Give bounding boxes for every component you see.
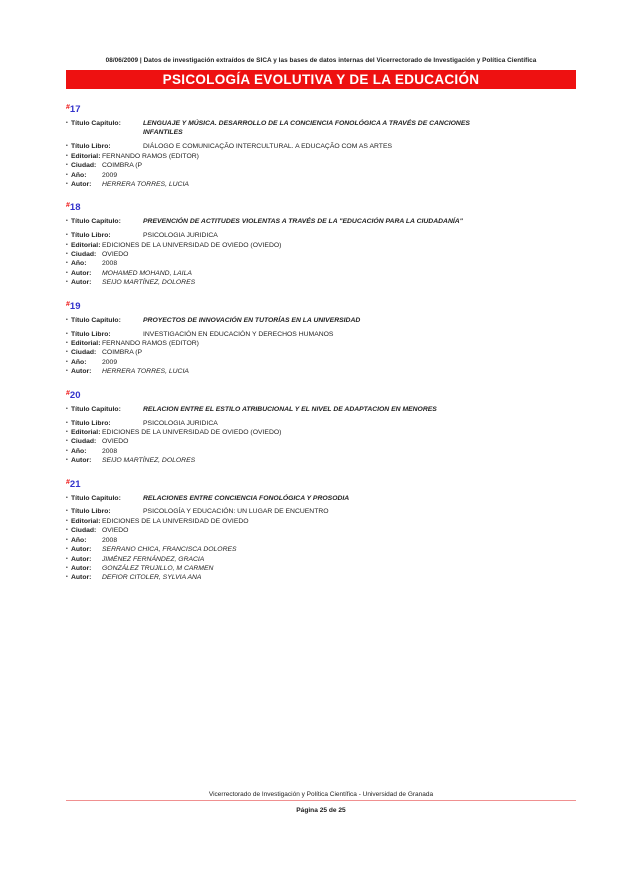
field-label: Editorial: — [71, 241, 101, 249]
field-anio — [66, 259, 576, 268]
field-label: Título Capítulo: — [71, 120, 121, 127]
bullet-icon: • — [66, 330, 68, 337]
field-value: HERRERA TORRES, LUCIA — [102, 180, 189, 188]
field-ciudad — [66, 161, 576, 170]
bullet-icon: • — [66, 457, 68, 464]
field-value: SEIJO MARTÍNEZ, DOLORES — [102, 457, 196, 465]
field-titulo-libro — [66, 142, 576, 151]
field-ciudad — [66, 437, 576, 446]
entry-number — [66, 301, 576, 312]
field-value: EDICIONES DE LA UNIVERSIDAD DE OVIEDO (OVIEDO) — [102, 241, 282, 249]
field-editorial — [66, 241, 576, 250]
field-label: Editorial: — [71, 428, 101, 436]
header-date-line: 08/06/2009 | Datos de investigación extraídos de SICA y las bases de datos internas del Vicerrectorado de Investigación y Política Científica — [105, 57, 537, 64]
field-label: Autor: — [71, 457, 92, 465]
field-value: RELACIONES ENTRE CONCIENCIA FONOLÓGICA Y PROSODIA — [143, 494, 350, 502]
field-label: Ciudad: — [71, 162, 97, 170]
field-autor — [66, 367, 576, 376]
field-value: COIMBRA (P — [102, 162, 143, 170]
entry-number-value: 18 — [69, 202, 81, 214]
field-value: OVIEDO — [102, 527, 129, 535]
field-value: PSICOLOGIA JURIDICA — [143, 419, 218, 427]
field-editorial — [66, 339, 576, 348]
publication-entry — [66, 104, 576, 189]
field-value: SEIJO MARTÍNEZ, DOLORES — [102, 279, 196, 287]
bullet-icon: • — [66, 447, 68, 454]
bullet-icon: • — [66, 358, 68, 365]
field-value: DEFIOR CITOLER, SYLVIA ANA — [102, 574, 202, 582]
field-editorial — [66, 152, 576, 161]
bullet-icon: • — [66, 419, 68, 426]
field-label: Año: — [71, 260, 87, 268]
field-label: Autor: — [71, 279, 92, 287]
field-value: 2008 — [102, 536, 118, 544]
bullet-icon: • — [66, 162, 68, 169]
bullet-icon: • — [66, 405, 68, 412]
bullet-icon: • — [66, 428, 68, 435]
bullet-icon: • — [66, 241, 68, 248]
bullet-icon: • — [66, 438, 68, 445]
field-value: EDICIONES DE LA UNIVERSIDAD DE OVIEDO — [102, 517, 249, 525]
field-titulo-libro — [66, 507, 576, 516]
field-autor — [66, 278, 576, 287]
bullet-icon: • — [66, 517, 68, 524]
field-value: INVESTIGACIÓN EN EDUCACIÓN Y DERECHOS HUMANOS — [143, 330, 334, 338]
field-value: PROYECTOS DE INNOVACIÓN EN TUTORÍAS EN LA UNIVERSIDAD — [143, 316, 361, 324]
field-autor — [66, 573, 576, 582]
category-banner — [66, 70, 576, 89]
field-label: Título Libro: — [71, 508, 111, 516]
field-value: FERNANDO RAMOS (EDITOR) — [102, 340, 199, 347]
field-label: Autor: — [71, 180, 92, 188]
field-label: Título Libro: — [71, 143, 111, 151]
field-ciudad — [66, 348, 576, 357]
field-label: Título Capítulo: — [71, 494, 121, 502]
field-value: FERNANDO RAMOS (EDITOR) — [102, 152, 199, 160]
field-anio — [66, 536, 576, 545]
field-value: OVIEDO — [102, 438, 129, 446]
bullet-icon: • — [66, 508, 68, 515]
field-label: Ciudad: — [71, 349, 97, 357]
field-anio — [66, 447, 576, 456]
hash-mark: # — [66, 478, 70, 486]
field-label: Año: — [71, 447, 87, 455]
bullet-icon: • — [66, 279, 68, 286]
bullet-icon: • — [66, 494, 68, 501]
field-label: Autor: — [71, 555, 92, 563]
page-title: PSICOLOGÍA EVOLUTIVA Y DE LA EDUCACIÓN — [162, 72, 480, 87]
footer-organization: Vicerrectorado de Investigación y Política Científica - Universidad de Granada — [208, 791, 434, 798]
publication-entry — [66, 301, 576, 377]
field-anio — [66, 171, 576, 180]
bullet-icon: • — [66, 260, 68, 267]
field-value: GONZÁLEZ TRUJILLO, M CARMEN — [102, 564, 214, 572]
field-label: Editorial: — [71, 340, 101, 347]
field-autor — [66, 456, 576, 465]
field-titulo-capitulo — [66, 405, 576, 414]
field-label: Ciudad: — [71, 251, 97, 259]
bullet-icon: • — [66, 143, 68, 150]
field-value: JIMÉNEZ FERNÁNDEZ, GRACIA — [102, 555, 205, 563]
publication-entry — [66, 202, 576, 287]
bullet-icon: • — [66, 574, 68, 581]
field-label: Año: — [71, 171, 87, 179]
entry-number-value: 19 — [69, 300, 81, 312]
field-editorial — [66, 517, 576, 526]
field-titulo-capitulo — [66, 494, 576, 503]
bullet-icon: • — [66, 218, 68, 225]
bullet-icon: • — [66, 546, 68, 553]
entry-number — [66, 390, 576, 401]
bullet-icon: • — [66, 180, 68, 187]
field-value: PREVENCIÓN DE ACTITUDES VIOLENTAS A TRAVÉS DE LA "EDUCACIÓN PARA LA CIUDADANÍA" — [143, 218, 463, 226]
hash-mark: # — [66, 202, 70, 210]
bullet-icon: • — [66, 232, 68, 239]
field-label: Autor: — [71, 574, 92, 582]
page-number-indicator: Página 25 de 25 — [296, 807, 346, 814]
page-footer — [66, 791, 576, 814]
field-label: Título Capítulo: — [71, 316, 121, 324]
publication-list — [66, 104, 576, 583]
bullet-icon: • — [66, 349, 68, 356]
field-value: COIMBRA (P — [102, 349, 143, 357]
field-label: Título Libro: — [71, 419, 111, 427]
field-value: PSICOLOGIA JURIDICA — [143, 232, 218, 240]
field-ciudad — [66, 526, 576, 535]
field-titulo-capitulo — [66, 316, 576, 325]
bullet-icon: • — [66, 171, 68, 178]
field-anio — [66, 358, 576, 367]
field-label: Título Capítulo: — [71, 405, 121, 413]
hash-mark: # — [66, 389, 70, 397]
field-autor — [66, 564, 576, 573]
publication-entry — [66, 390, 576, 466]
bullet-icon: • — [66, 564, 68, 571]
field-value: HERRERA TORRES, LUCIA — [102, 368, 189, 376]
field-value: 2009 — [102, 171, 118, 179]
footer-divider — [66, 800, 576, 801]
field-titulo-capitulo — [66, 217, 576, 226]
bullet-icon: • — [66, 269, 68, 276]
publication-entry — [66, 479, 576, 583]
field-titulo-libro — [66, 419, 576, 428]
bullet-icon: • — [66, 536, 68, 543]
field-label: Año: — [71, 536, 87, 544]
field-value: LENGUAJE Y MÚSICA. DESARROLLO DE LA CONCIENCIA FONOLÓGICA A TRAVÉS DE CANCIONES INFANTILES — [143, 120, 470, 137]
entry-number — [66, 202, 576, 213]
field-label: Ciudad: — [71, 527, 97, 535]
hash-mark: # — [66, 300, 70, 308]
field-value: DIÁLOGO E COMUNICAÇÃO INTERCULTURAL. A EDUCAÇÃO COM AS ARTES — [143, 143, 393, 151]
hash-mark: # — [66, 104, 70, 111]
entry-number-value: 21 — [69, 478, 81, 490]
bullet-icon: • — [66, 152, 68, 159]
field-label: Autor: — [71, 564, 92, 572]
field-label: Autor: — [71, 368, 92, 376]
field-label: Año: — [71, 358, 87, 366]
page-content — [66, 0, 576, 583]
field-label: Título Libro: — [71, 330, 111, 338]
field-value: 2009 — [102, 358, 118, 366]
field-editorial — [66, 428, 576, 437]
entry-number-value: 17 — [69, 104, 81, 115]
bullet-icon: • — [66, 527, 68, 534]
field-titulo-capitulo — [66, 119, 576, 138]
field-label: Autor: — [71, 546, 92, 554]
field-label: Editorial: — [71, 517, 101, 525]
field-value: SERRANO CHICA, FRANCISCA DOLORES — [102, 546, 237, 554]
field-titulo-libro — [66, 231, 576, 240]
bullet-icon: • — [66, 340, 68, 346]
field-label: Autor: — [71, 269, 92, 277]
field-autor — [66, 180, 576, 189]
field-value: 2008 — [102, 447, 118, 455]
bullet-icon: • — [66, 251, 68, 258]
field-label: Editorial: — [71, 152, 101, 160]
field-value: EDICIONES DE LA UNIVERSIDAD DE OVIEDO (OVIEDO) — [102, 428, 282, 436]
field-label: Título Capítulo: — [71, 218, 121, 226]
field-titulo-libro — [66, 330, 576, 339]
field-label: Ciudad: — [71, 438, 97, 446]
field-autor — [66, 545, 576, 554]
field-value: PSICOLOGÍA Y EDUCACIÓN: UN LUGAR DE ENCUENTRO — [143, 508, 329, 516]
bullet-icon: • — [66, 555, 68, 562]
bullet-icon: • — [66, 120, 68, 126]
field-value: MOHAMED MOHAND, LAILA — [102, 269, 192, 277]
field-autor — [66, 555, 576, 564]
field-autor — [66, 269, 576, 278]
entry-number — [66, 479, 576, 490]
entry-number-value: 20 — [69, 389, 81, 401]
field-value: 2008 — [102, 260, 118, 268]
field-value: OVIEDO — [102, 251, 129, 259]
field-label: Título Libro: — [71, 232, 111, 240]
bullet-icon: • — [66, 368, 68, 375]
field-ciudad — [66, 250, 576, 259]
field-value: RELACION ENTRE EL ESTILO ATRIBUCIONAL Y EL NIVEL DE ADAPTACION EN MENORES — [143, 405, 437, 413]
entry-number — [66, 104, 576, 115]
bullet-icon: • — [66, 316, 68, 323]
